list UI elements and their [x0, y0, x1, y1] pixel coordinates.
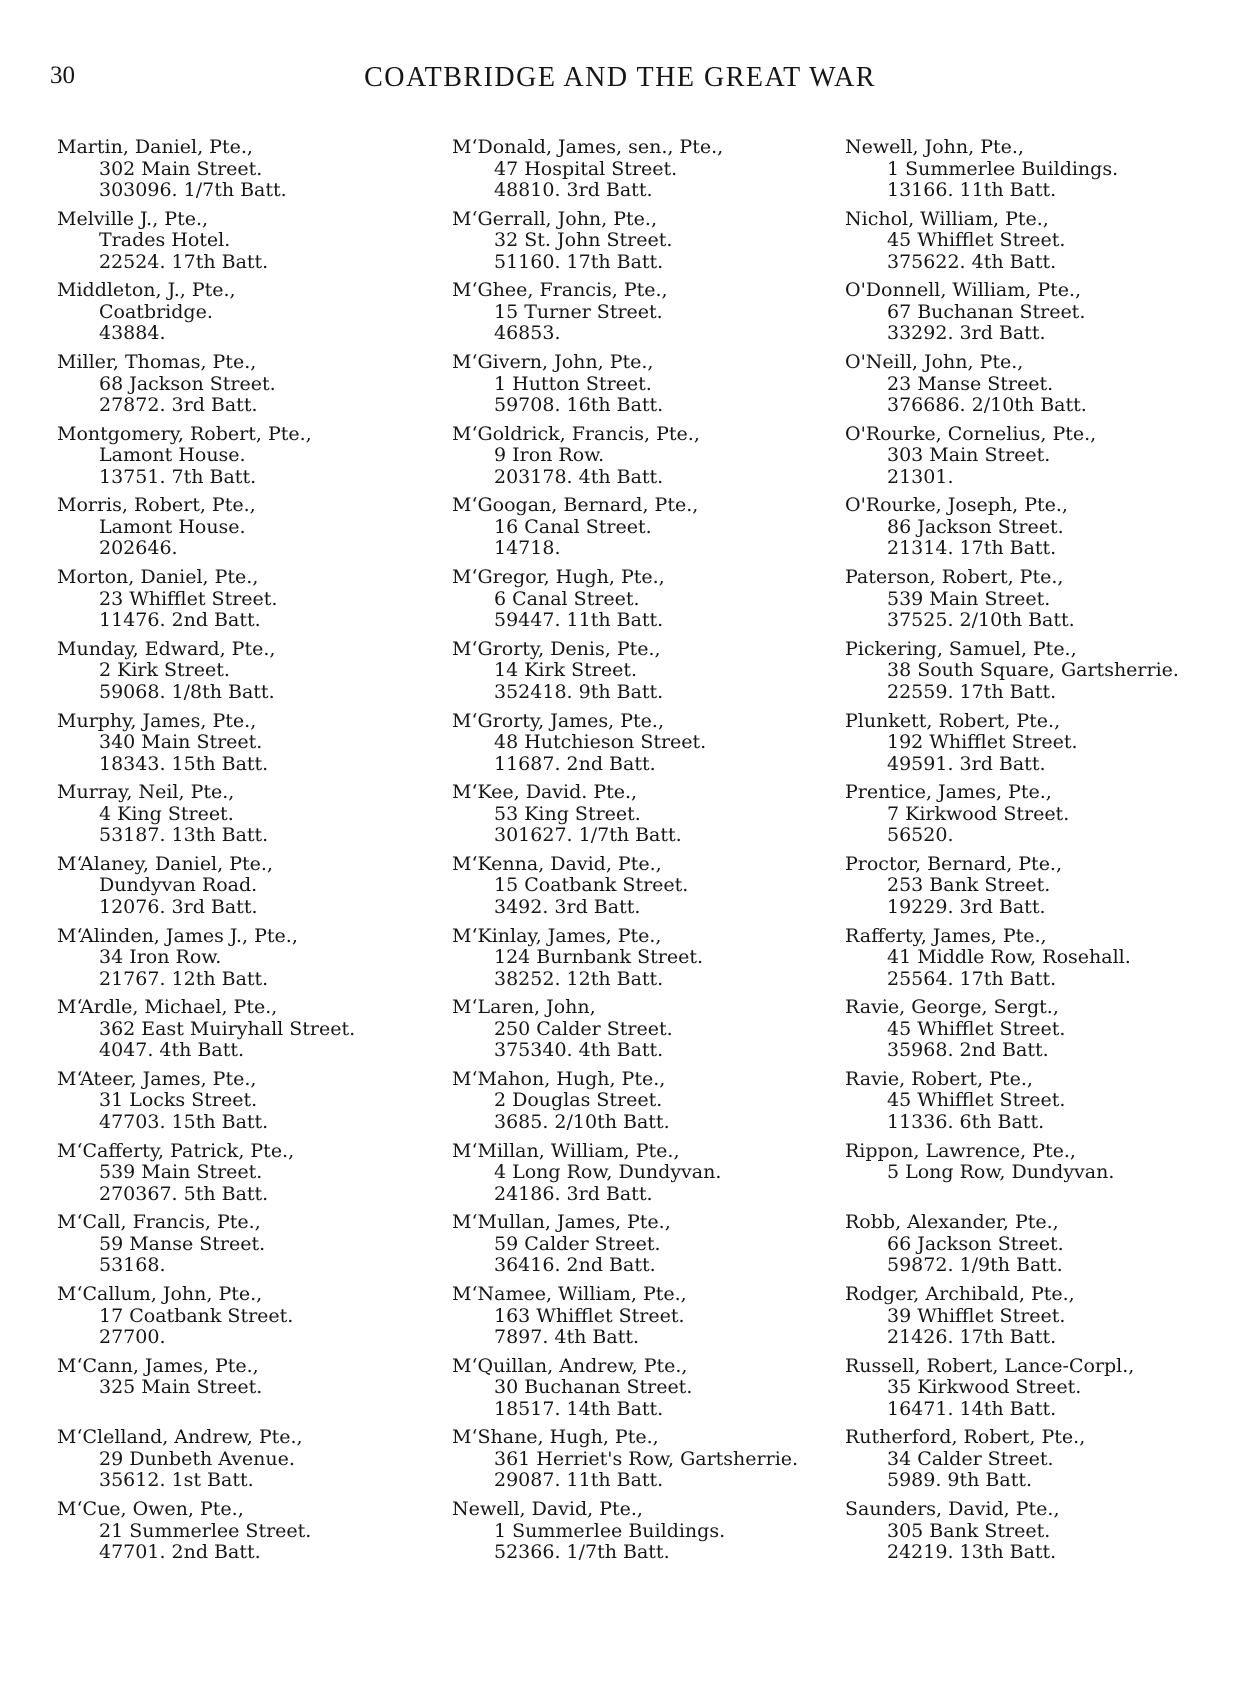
entry-service: 37525. 2/10th Batt.: [887, 609, 1075, 632]
entry-service: 25564. 17th Batt.: [887, 967, 1057, 990]
entry-name: M‘Kee, David. Pte.,: [452, 781, 638, 804]
entry-name: M‘Kenna, David, Pte.,: [452, 852, 662, 875]
roll-entry: [57, 424, 457, 496]
entry-name: Pickering, Samuel, Pte.,: [845, 637, 1077, 660]
entry-address: Lamont House.: [99, 515, 246, 538]
entry-address: 86 Jackson Street.: [887, 515, 1064, 538]
entry-name: M‘Laren, John,: [452, 996, 596, 1019]
entry-name: Prentice, James, Pte.,: [845, 781, 1052, 804]
entry-name: Saunders, David, Pte.,: [845, 1498, 1060, 1521]
entry-name: Proctor, Bernard, Pte.,: [845, 852, 1063, 875]
entry-address: 305 Bank Street.: [887, 1519, 1051, 1542]
entry-service: 376686. 2/10th Batt.: [887, 394, 1087, 417]
entry-address: 59 Manse Street.: [99, 1232, 266, 1255]
entry-name: M‘Cafferty, Patrick, Pte.,: [57, 1139, 295, 1162]
entry-address: 15 Turner Street.: [494, 300, 663, 323]
entry-address: 16 Canal Street.: [494, 515, 652, 538]
entry-name: M‘Grorty, James, Pte.,: [452, 709, 664, 732]
entry-address: 53 King Street.: [494, 802, 641, 825]
entry-name: Paterson, Robert, Pte.,: [845, 566, 1064, 589]
entry-service: 46853.: [494, 322, 561, 345]
entry-service: 375622. 4th Batt.: [887, 250, 1057, 273]
entry-address: 302 Main Street.: [99, 157, 263, 180]
roll-column-1: [57, 137, 457, 1571]
entry-address: 47 Hospital Street.: [494, 157, 678, 180]
roll-entry: [845, 1499, 1240, 1571]
entry-name: Martin, Daniel, Pte.,: [57, 136, 253, 158]
roll-entry: [845, 854, 1240, 926]
entry-service: 270367. 5th Batt.: [99, 1182, 269, 1205]
roll-entry: [452, 639, 872, 711]
roll-entry: [845, 782, 1240, 854]
entry-service: 52366. 1/7th Batt.: [494, 1541, 670, 1564]
entry-address: 17 Coatbank Street.: [99, 1304, 294, 1327]
entry-address: 68 Jackson Street.: [99, 372, 276, 395]
entry-service: 59708. 16th Batt.: [494, 394, 664, 417]
entry-service: 27700.: [99, 1326, 166, 1348]
roll-entry: [452, 854, 872, 926]
entry-address: 67 Buchanan Street.: [887, 300, 1086, 323]
entry-address: 38 South Square, Gartsherrie.: [887, 659, 1179, 682]
entry-name: M‘Callum, John, Pte.,: [57, 1283, 263, 1305]
entry-name: M‘Clelland, Andrew, Pte.,: [57, 1426, 303, 1449]
entry-address: 1 Hutton Street.: [494, 372, 652, 395]
entry-address: 6 Canal Street.: [494, 587, 640, 610]
entry-name: O'Rourke, Joseph, Pte.,: [845, 494, 1068, 517]
entry-address: 4 King Street.: [99, 802, 234, 825]
entry-name: Ravie, Robert, Pte.,: [845, 1067, 1033, 1090]
entry-name: M‘Cann, James, Pte.,: [57, 1354, 259, 1377]
entry-address: 124 Burnbank Street.: [494, 946, 703, 969]
entry-service: 301627. 1/7th Batt.: [494, 824, 682, 847]
roll-entry: [845, 1212, 1240, 1284]
entry-address: 23 Whifflet Street.: [99, 587, 278, 610]
entry-name: Melville J., Pte.,: [57, 207, 209, 230]
entry-address: 250 Calder Street.: [494, 1017, 673, 1040]
entry-name: O'Donnell, William, Pte.,: [845, 279, 1082, 302]
entry-service: 53187. 13th Batt.: [99, 824, 269, 847]
roll-entry: [452, 1427, 872, 1499]
roll-entry: [57, 1284, 457, 1356]
entry-name: M‘Ghee, Francis, Pte.,: [452, 279, 668, 302]
entry-address: 45 Whifflet Street.: [887, 1017, 1066, 1040]
entry-name: M‘Call, Francis, Pte.,: [57, 1211, 261, 1234]
entry-service: 19229. 3rd Batt.: [887, 895, 1046, 918]
entry-name: Murray, Neil, Pte.,: [57, 781, 235, 804]
entry-address: 362 East Muiryhall Street.: [99, 1017, 356, 1040]
entry-service: 11687. 2nd Batt.: [494, 752, 656, 775]
entry-service: 5989. 9th Batt.: [887, 1469, 1033, 1492]
entry-name: M‘Gerrall, John, Pte.,: [452, 207, 657, 230]
roll-entry: [57, 926, 457, 998]
roll-entry: [57, 997, 457, 1069]
entry-service: 22524. 17th Batt.: [99, 250, 269, 273]
entry-service: 18343. 15th Batt.: [99, 752, 269, 775]
entry-service: 13751. 7th Batt.: [99, 465, 257, 488]
entry-name: M‘Namee, William, Pte.,: [452, 1283, 687, 1305]
entry-service: 43884.: [99, 322, 166, 345]
entry-name: M‘Cue, Owen, Pte.,: [57, 1498, 244, 1521]
entry-name: M‘Mullan, James, Pte.,: [452, 1211, 671, 1234]
entry-service: 12076. 3rd Batt.: [99, 895, 258, 918]
entry-service: 13166. 11th Batt.: [887, 179, 1057, 201]
roll-entry: [845, 1141, 1240, 1213]
entry-name: M‘Grorty, Denis, Pte.,: [452, 637, 661, 660]
roll-entry: [57, 1427, 457, 1499]
entry-name: Munday, Edward, Pte.,: [57, 637, 276, 660]
entry-name: Rafferty, James, Pte.,: [845, 924, 1047, 947]
entry-service: 24186. 3rd Batt.: [494, 1182, 653, 1205]
entry-service: 53168.: [99, 1254, 166, 1277]
roll-entry: [845, 711, 1240, 783]
entry-service: 202646.: [99, 537, 178, 560]
entry-address: 14 Kirk Street.: [494, 659, 638, 682]
entry-name: M‘Alaney, Daniel, Pte.,: [57, 852, 273, 875]
entry-address: 303 Main Street.: [887, 444, 1051, 467]
entry-service: 35968. 2nd Batt.: [887, 1039, 1049, 1062]
entry-service: 22559. 17th Batt.: [887, 680, 1057, 703]
roll-entry: [57, 711, 457, 783]
entry-address: 59 Calder Street.: [494, 1232, 661, 1255]
roll-entry: [452, 926, 872, 998]
roll-entry: [452, 424, 872, 496]
entry-name: M‘Shane, Hugh, Pte.,: [452, 1426, 659, 1449]
roll-entry: [452, 997, 872, 1069]
roll-entry: [452, 782, 872, 854]
roll-entry: [452, 280, 872, 352]
entry-address: 34 Calder Street.: [887, 1447, 1054, 1470]
roll-entry: [845, 495, 1240, 567]
entry-name: Morton, Daniel, Pte.,: [57, 566, 259, 589]
roll-entry: [452, 711, 872, 783]
entry-service: 352418. 9th Batt.: [494, 680, 664, 703]
entry-name: M‘Kinlay, James, Pte.,: [452, 924, 662, 947]
roll-entry: [845, 280, 1240, 352]
roll-entry: [57, 639, 457, 711]
entry-address: 163 Whifflet Street.: [494, 1304, 685, 1327]
entry-address: 30 Buchanan Street.: [494, 1376, 693, 1399]
entry-service: 21314. 17th Batt.: [887, 537, 1057, 560]
roll-entry: [845, 1284, 1240, 1356]
roll-entry: [452, 495, 872, 567]
entry-service: 11476. 2nd Batt.: [99, 609, 261, 632]
entry-name: Robb, Alexander, Pte.,: [845, 1211, 1059, 1234]
entry-service: 14718.: [494, 537, 561, 560]
entry-address: 23 Manse Street.: [887, 372, 1054, 395]
roll-entry: [845, 424, 1240, 496]
entry-name: Rutherford, Robert, Pte.,: [845, 1426, 1086, 1449]
entry-service: 375340. 4th Batt.: [494, 1039, 664, 1062]
entry-name: O'Neill, John, Pte.,: [845, 351, 1024, 374]
entry-name: M‘Quillan, Andrew, Pte.,: [452, 1354, 688, 1377]
roll-entry: [57, 567, 457, 639]
roll-entry: [845, 137, 1240, 209]
entry-address: Trades Hotel.: [99, 229, 231, 252]
entry-service: 203178. 4th Batt.: [494, 465, 664, 488]
entry-address: Dundyvan Road.: [99, 874, 258, 897]
entry-name: Newell, John, Pte.,: [845, 136, 1024, 158]
entry-service: 35612. 1st Batt.: [99, 1469, 254, 1492]
entry-service: 303096. 1/7th Batt.: [99, 179, 287, 201]
entry-address: 31 Locks Street.: [99, 1089, 258, 1112]
entry-service: 11336. 6th Batt.: [887, 1110, 1045, 1133]
roll-entry: [452, 1069, 872, 1141]
entry-service: 59447. 11th Batt.: [494, 609, 664, 632]
roll-entry: [57, 854, 457, 926]
entry-address: 32 St. John Street.: [494, 229, 673, 252]
entry-name: M‘Donald, James, sen., Pte.,: [452, 136, 724, 158]
entry-address: 361 Herriet's Row, Gartsherrie.: [494, 1447, 799, 1470]
entry-service: 21426. 17th Batt.: [887, 1326, 1057, 1348]
entry-service: 3685. 2/10th Batt.: [494, 1110, 670, 1133]
entry-name: Nichol, William, Pte.,: [845, 207, 1049, 230]
entry-address: 45 Whifflet Street.: [887, 229, 1066, 252]
entry-name: M‘Goldrick, Francis, Pte.,: [452, 422, 700, 445]
entry-address: Coatbridge.: [99, 300, 213, 323]
entry-name: M‘Ateer, James, Pte.,: [57, 1067, 257, 1090]
entry-name: M‘Alinden, James J., Pte.,: [57, 924, 298, 947]
entry-address: 340 Main Street.: [99, 731, 263, 753]
entry-service: 56520.: [887, 824, 954, 847]
roll-entry: [57, 1212, 457, 1284]
roll-entry: [452, 1212, 872, 1284]
roll-entry: [845, 209, 1240, 281]
entry-address: 35 Kirkwood Street.: [887, 1376, 1082, 1399]
roll-entry: [452, 209, 872, 281]
roll-entry: [57, 1141, 457, 1213]
roll-entry: [452, 1284, 872, 1356]
entry-service: 51160. 17th Batt.: [494, 250, 664, 273]
roll-entry: [57, 1069, 457, 1141]
roll-entry: [57, 209, 457, 281]
roll-entry: [57, 280, 457, 352]
entry-address: 39 Whifflet Street.: [887, 1304, 1066, 1327]
entry-service: 59872. 1/9th Batt.: [887, 1254, 1063, 1277]
roll-entry: [57, 137, 457, 209]
roll-column-3: [845, 137, 1240, 1571]
entry-service: 3492. 3rd Batt.: [494, 895, 641, 918]
entry-address: 325 Main Street.: [99, 1376, 263, 1399]
entry-name: Murphy, James, Pte.,: [57, 709, 257, 732]
entry-name: M‘Givern, John, Pte.,: [452, 351, 654, 374]
entry-name: Middleton, J., Pte.,: [57, 279, 236, 302]
entry-name: Ravie, George, Sergt.,: [845, 996, 1059, 1019]
entry-address: 539 Main Street.: [887, 587, 1051, 610]
entry-address: 1 Summerlee Buildings.: [494, 1519, 726, 1542]
roll-entry: [845, 567, 1240, 639]
entry-name: Newell, David, Pte.,: [452, 1498, 643, 1521]
entry-service: 48810. 3rd Batt.: [494, 179, 653, 201]
roll-entry: [452, 137, 872, 209]
entry-service: 4047. 4th Batt.: [99, 1039, 245, 1062]
entry-service: 47703. 15th Batt.: [99, 1110, 269, 1133]
entry-name: M‘Mahon, Hugh, Pte.,: [452, 1067, 666, 1090]
entry-address: 192 Whifflet Street.: [887, 731, 1078, 753]
entry-address: Lamont House.: [99, 444, 246, 467]
entry-service: 24219. 13th Batt.: [887, 1541, 1057, 1564]
entry-address: 48 Hutchieson Street.: [494, 731, 707, 753]
entry-name: M‘Googan, Bernard, Pte.,: [452, 494, 699, 517]
entry-service: 47701. 2nd Batt.: [99, 1541, 261, 1564]
entry-name: Rodger, Archibald, Pte.,: [845, 1283, 1075, 1305]
roll-entry: [845, 1069, 1240, 1141]
entry-service: 49591. 3rd Batt.: [887, 752, 1046, 775]
entry-name: Plunkett, Robert, Pte.,: [845, 709, 1061, 732]
page-number: 30: [50, 62, 75, 89]
entry-name: Miller, Thomas, Pte.,: [57, 351, 257, 374]
roll-entry: [845, 926, 1240, 998]
entry-address: 45 Whifflet Street.: [887, 1089, 1066, 1112]
entry-address: 7 Kirkwood Street.: [887, 802, 1070, 825]
entry-address: 2 Douglas Street.: [494, 1089, 663, 1112]
entry-address: 9 Iron Row.: [494, 444, 605, 467]
entry-service: 18517. 14th Batt.: [494, 1397, 664, 1420]
roll-column-2: [452, 137, 872, 1571]
entry-name: Russell, Robert, Lance-Corpl.,: [845, 1354, 1135, 1377]
roll-entry: [452, 567, 872, 639]
entry-service: 33292. 3rd Batt.: [887, 322, 1046, 345]
entry-address: 21 Summerlee Street.: [99, 1519, 312, 1542]
roll-entry: [845, 1356, 1240, 1428]
roll-entry: [845, 997, 1240, 1069]
entry-service: 21767. 12th Batt.: [99, 967, 269, 990]
roll-entry: [845, 1427, 1240, 1499]
entry-address: 29 Dunbeth Avenue.: [99, 1447, 295, 1470]
entry-service: 7897. 4th Batt.: [494, 1326, 640, 1348]
entry-service: 38252. 12th Batt.: [494, 967, 664, 990]
entry-address: 41 Middle Row, Rosehall.: [887, 946, 1131, 969]
entry-service: 27872. 3rd Batt.: [99, 394, 258, 417]
roll-entry: [57, 352, 457, 424]
entry-service: 16471. 14th Batt.: [887, 1397, 1057, 1420]
roll-entry: [452, 1141, 872, 1213]
entry-address: 15 Coatbank Street.: [494, 874, 689, 897]
roll-entry: [57, 782, 457, 854]
entry-name: M‘Gregor, Hugh, Pte.,: [452, 566, 665, 589]
roll-entry: [57, 495, 457, 567]
roll-entry: [57, 1356, 457, 1428]
entry-address: 253 Bank Street.: [887, 874, 1051, 897]
entry-address: 34 Iron Row.: [99, 946, 222, 969]
entry-service: 36416. 2nd Batt.: [494, 1254, 656, 1277]
page-title: COATBRIDGE AND THE GREAT WAR: [364, 62, 876, 93]
roll-entry: [452, 1356, 872, 1428]
entry-address: 5 Long Row, Dundyvan.: [887, 1161, 1115, 1184]
entry-name: Montgomery, Robert, Pte.,: [57, 422, 312, 445]
entry-name: Morris, Robert, Pte.,: [57, 494, 256, 517]
entry-service: 21301.: [887, 465, 954, 488]
entry-address: 4 Long Row, Dundyvan.: [494, 1161, 722, 1184]
entry-address: 2 Kirk Street.: [99, 659, 230, 682]
roll-entry: [452, 1499, 872, 1571]
entry-service: 29087. 11th Batt.: [494, 1469, 664, 1492]
entry-name: M‘Ardle, Michael, Pte.,: [57, 996, 278, 1019]
entry-address: 66 Jackson Street.: [887, 1232, 1064, 1255]
entry-name: Rippon, Lawrence, Pte.,: [845, 1139, 1076, 1162]
roll-entry: [57, 1499, 457, 1571]
entry-address: 539 Main Street.: [99, 1161, 263, 1184]
roll-entry: [845, 352, 1240, 424]
entry-service: 59068. 1/8th Batt.: [99, 680, 275, 703]
roll-entry: [845, 639, 1240, 711]
entry-name: M‘Millan, William, Pte.,: [452, 1139, 680, 1162]
roll-entry: [452, 352, 872, 424]
entry-address: 1 Summerlee Buildings.: [887, 157, 1119, 180]
entry-name: O'Rourke, Cornelius, Pte.,: [845, 422, 1097, 445]
